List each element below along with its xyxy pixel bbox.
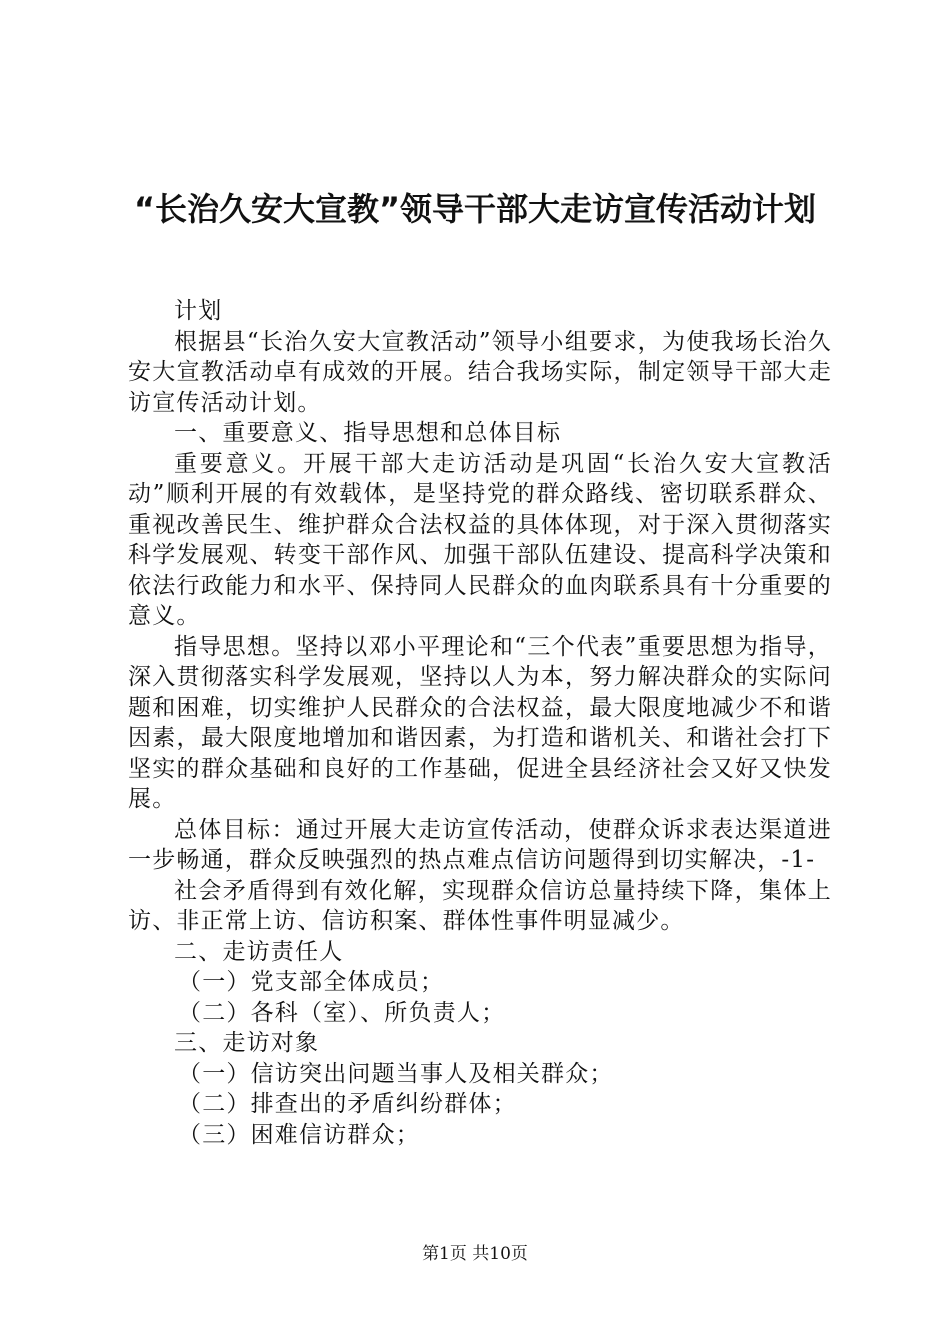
list-item-target-1: （一）信访突出问题当事人及相关群众； <box>178 1060 614 1087</box>
list-item-responsible-1: （一）党支部全体成员； <box>178 969 445 995</box>
list-item-target-2: （二）排查出的矛盾纠纷群体； <box>178 1091 517 1117</box>
document-body <box>128 296 832 1150</box>
section-heading-2: 二、走访责任人 <box>174 938 344 965</box>
paragraph-guiding-ideology: 指导思想。坚持以邓小平理论和“三个代表”重要思想为指导，深入贯彻落实科学发展观，坚持以人为本，努力解决群众的实际问题和困难，切实维护人民群众的合法权益，最大限度地减少不和谐因素，最大限度地增加和谐因素，为打造和谐机关、和谐社会打下坚实的群众基础和良好的工作基础，促进全县经济社会又好又快发展。 <box>128 633 832 812</box>
paragraph-overall-goal: 总体目标：通过开展大走访宣传活动，使群众诉求表达渠道进一步畅通，群众反映强烈的热点难点信访问题得到切实解决，-1- <box>128 816 832 873</box>
paragraph-goal-continued: 社会矛盾得到有效化解，实现群众信访总量持续下降，集体上访、非正常上访、信访积案、群体性事件明显减少。 <box>128 877 832 934</box>
list-item-target-3: （三）困难信访群众； <box>178 1121 420 1148</box>
document-title: “长治久安大宣教”领导干部大走访宣传活动计划 <box>133 190 817 228</box>
page-footer: 第1页 共10页 <box>422 1244 528 1264</box>
list-item-responsible-2: （二）各科（室）、所负责人； <box>178 999 506 1026</box>
paragraph-plan-label: 计划 <box>174 298 223 324</box>
paragraph-significance: 重要意义。开展干部大走访活动是巩固“长治久安大宣教活动”顺利开展的有效载体，是坚持党的群众路线、密切联系群众、重视改善民生、维护群众合法权益的具体体现，对于深入贯彻落实科学发展观、转变干部作风、加强干部队伍建设、提高科学决策和依法行政能力和水平、保持同人民群众的血肉联系具有十分重要的意义。 <box>128 450 832 629</box>
section-heading-3: 三、走访对象 <box>174 1030 320 1056</box>
section-heading-1: 一、重要意义、指导思想和总体目标 <box>174 420 562 446</box>
paragraph-intro: 根据县“长治久安大宣教活动”领导小组要求，为使我场长治久安大宣教活动卓有成效的开展。结合我场实际，制定领导干部大走访宣传活动计划。 <box>128 328 832 416</box>
